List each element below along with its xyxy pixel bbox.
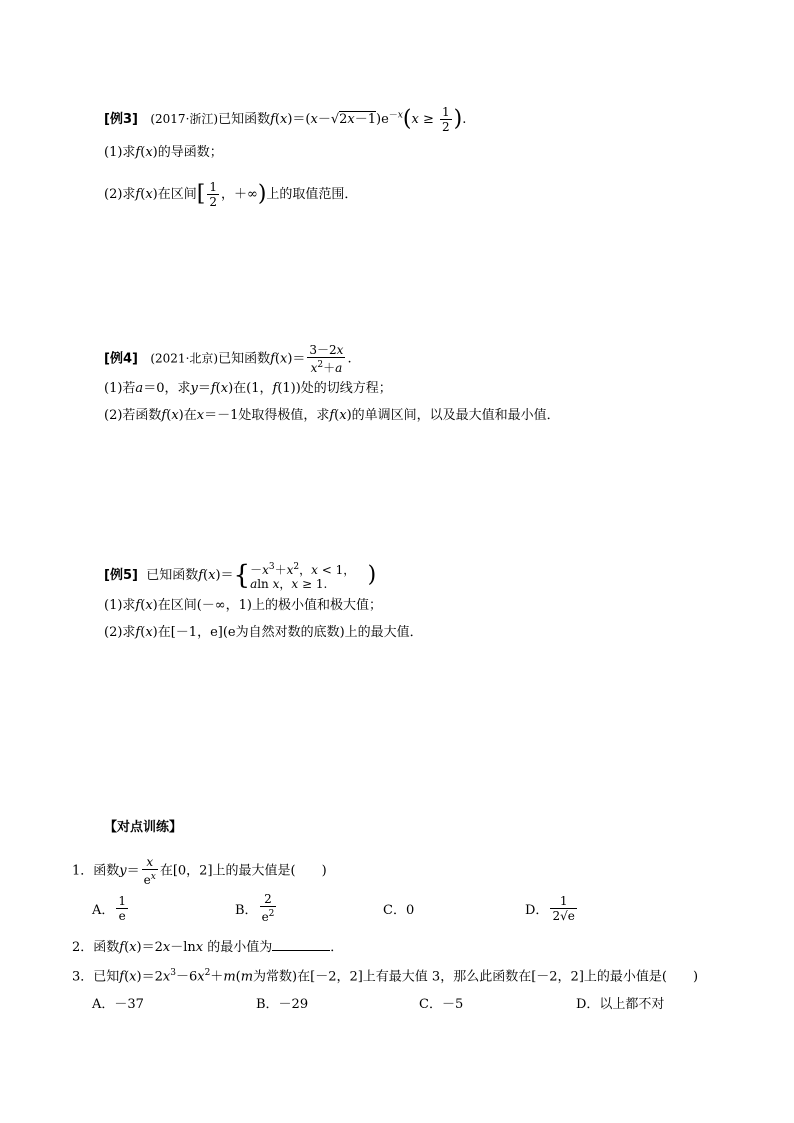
q1-option-d[interactable]: D． $\frac{1}{2√e}$	[525, 893, 575, 923]
example-4-stem: [例4] (2021·北京)已知函数f(x)＝ $\frac{3-2x}{x^2+a}$ .	[104, 343, 352, 375]
example-4-part-1: (1)若a＝0，求y＝f(x)在(1，f(1))处的切线方程；	[104, 381, 392, 396]
practice-q3-options	[92, 993, 692, 1012]
q1-option-c[interactable]: C．0	[383, 902, 415, 918]
example-5-stem: [例5] 已知函数f(x)＝{ $-x^3+x^2$，x < 1， aln x，x ≥ 1. )	[104, 560, 377, 591]
example-4-source: (2021·北京)	[150, 351, 219, 366]
example-5-part-1: (1)求f(x)在区间(－∞，1)上的极小值和极大值；	[104, 598, 382, 613]
example-5-label: [例5]	[104, 568, 138, 583]
example-3-source: (2017·浙江)	[150, 112, 219, 126]
q3-option-c[interactable]: C．－5	[419, 997, 464, 1012]
q3-option-b[interactable]: B．－29	[256, 997, 309, 1012]
example-3-part-1: (1)求f(x)的导函数；	[104, 145, 223, 160]
practice-q3-stem: 3．已知$f(x)=2x^3-6x^2+m(m$为常数)在[－2，2]上有最大值 3，那么此函数在[－2，2]上的最小值是( )	[72, 968, 699, 985]
example-3-stem: [例3] (2017·浙江)已知函数$f(x)=(x-√2x-1)e^{-x}(x$ ≥ $\frac{1}{2}$ ).	[104, 105, 467, 134]
example-5-part-2: (2)求f(x)在[－1，e](e为自然对数的底数)上的最大值．	[104, 625, 423, 640]
example-3-label: [例3]	[104, 112, 138, 127]
answer-blank[interactable]	[272, 938, 330, 951]
practice-heading: 【对点训练】	[104, 820, 183, 835]
example-4-part-2: (2)若函数f(x)在x＝－1处取得极值，求f(x)的单调区间，以及最大值和最小值．	[104, 408, 560, 423]
practice-q1-options	[92, 892, 592, 924]
q1-option-a[interactable]: A． $\frac{1}{e}$	[92, 893, 127, 923]
q3-option-a[interactable]: A．－37	[92, 997, 144, 1012]
practice-q1-stem: 1．函数y＝ $\frac{x}{e^x}$ 在[0，2]上的最大值是( )	[72, 855, 327, 887]
example-3-part-2: (2)求f(x)在区间[ $\frac{1}{2}$ ，＋∞)上的取值范围．	[104, 180, 358, 209]
practice-q2-stem: 2．函数f(x)＝2x－lnx 的最小值为 ．	[72, 940, 344, 955]
q1-option-b[interactable]: B． $\frac{2}{e^2}$	[235, 892, 275, 924]
example-4-label: [例4]	[104, 351, 138, 367]
q3-option-d[interactable]: D．以上都不对	[576, 997, 665, 1012]
